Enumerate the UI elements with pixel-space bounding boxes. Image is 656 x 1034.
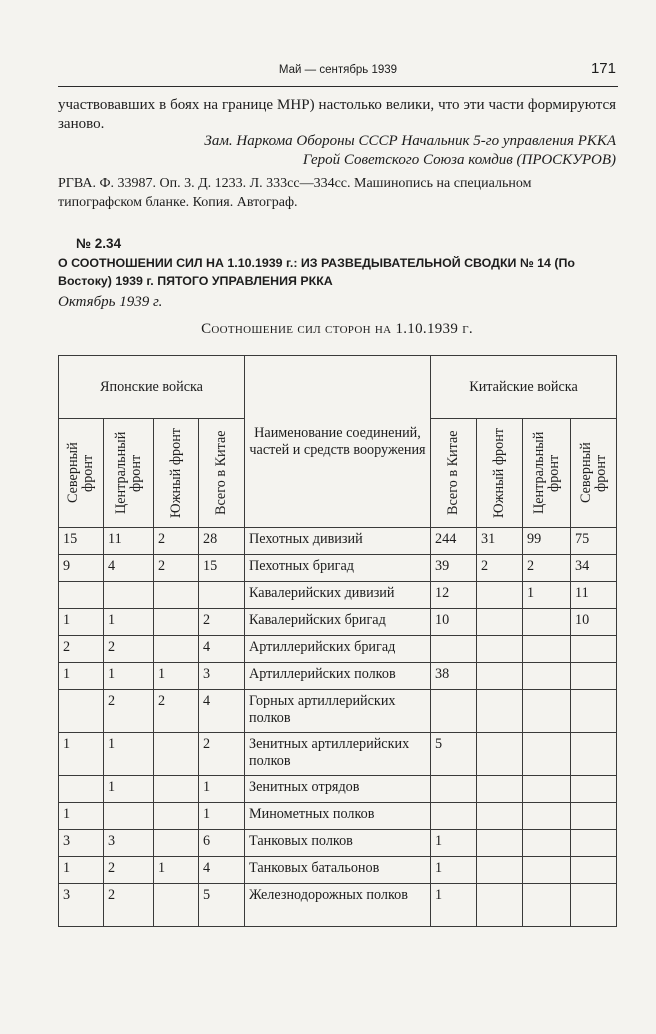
japanese-value-cell: 1 — [59, 733, 104, 776]
chinese-value-cell: 34 — [571, 555, 617, 582]
table-row — [59, 663, 617, 690]
chinese-value-cell: 1 — [523, 582, 571, 609]
japanese-value-cell — [154, 609, 199, 636]
japanese-group-header: Японские войска — [59, 356, 245, 419]
japanese-value-cell: 28 — [199, 528, 245, 555]
japanese-value-cell: 1 — [154, 663, 199, 690]
item-name-header: Наименование соединений, частей и средств вооружения — [245, 356, 431, 528]
item-name-cell: Танковых полков — [245, 830, 431, 857]
chinese-value-cell — [477, 663, 523, 690]
table-row — [59, 776, 617, 803]
japanese-value-cell: 1 — [104, 663, 154, 690]
chinese-value-cell — [571, 636, 617, 663]
japanese-value-cell — [154, 803, 199, 830]
japanese-value-cell — [104, 803, 154, 830]
table-row — [59, 555, 617, 582]
chinese-value-cell: 31 — [477, 528, 523, 555]
japanese-value-cell — [154, 636, 199, 663]
table-row — [59, 857, 617, 884]
column-header: Южный фронт — [154, 419, 199, 528]
chinese-value-cell — [477, 830, 523, 857]
chinese-value-cell — [523, 609, 571, 636]
japanese-value-cell: 1 — [59, 803, 104, 830]
japanese-value-cell: 2 — [199, 609, 245, 636]
table-row — [59, 690, 617, 733]
japanese-value-cell — [199, 582, 245, 609]
item-name-cell: Кавалерийских бригад — [245, 609, 431, 636]
japanese-value-cell: 2 — [154, 528, 199, 555]
chinese-value-cell — [477, 690, 523, 733]
chinese-value-cell — [477, 733, 523, 776]
japanese-value-cell — [154, 830, 199, 857]
chinese-value-cell — [477, 884, 523, 927]
japanese-value-cell: 2 — [199, 733, 245, 776]
chinese-value-cell: 39 — [431, 555, 477, 582]
japanese-value-cell: 2 — [104, 690, 154, 733]
item-name-cell: Минометных полков — [245, 803, 431, 830]
item-name-cell: Кавалерийских дивизий — [245, 582, 431, 609]
chinese-value-cell — [523, 830, 571, 857]
chinese-value-cell — [523, 663, 571, 690]
table-row — [59, 830, 617, 857]
japanese-value-cell: 2 — [154, 690, 199, 733]
document-heading: О СООТНОШЕНИИ СИЛ НА 1.10.1939 г.: ИЗ РАЗВЕДЫВАТЕЛЬНОЙ СВОДКИ № 14 (По Востоку) 1939 г. ПЯТОГО УПРАВЛЕНИЯ РККА — [58, 256, 575, 288]
item-name-cell: Артиллерийских бригад — [245, 636, 431, 663]
japanese-value-cell: 3 — [59, 830, 104, 857]
chinese-value-cell — [523, 776, 571, 803]
chinese-value-cell — [477, 776, 523, 803]
table-row — [59, 582, 617, 609]
japanese-value-cell — [154, 884, 199, 927]
japanese-value-cell: 4 — [199, 857, 245, 884]
chinese-group-header: Китайские войска — [431, 356, 617, 419]
chinese-value-cell — [571, 733, 617, 776]
japanese-value-cell: 15 — [59, 528, 104, 555]
column-header: Центральный фронт — [523, 419, 571, 528]
chinese-value-cell: 12 — [431, 582, 477, 609]
chinese-value-cell — [571, 663, 617, 690]
japanese-value-cell — [59, 776, 104, 803]
running-head — [58, 58, 618, 87]
chinese-value-cell — [477, 582, 523, 609]
chinese-value-cell — [523, 733, 571, 776]
item-name-cell: Артиллерийских полков — [245, 663, 431, 690]
japanese-value-cell: 1 — [59, 609, 104, 636]
document-number: № 2.34 — [76, 236, 122, 251]
japanese-value-cell: 2 — [104, 884, 154, 927]
chinese-value-cell — [477, 636, 523, 663]
chinese-value-cell — [571, 690, 617, 733]
item-name-cell: Пехотных бригад — [245, 555, 431, 582]
japanese-value-cell: 9 — [59, 555, 104, 582]
chinese-value-cell: 2 — [477, 555, 523, 582]
japanese-value-cell: 4 — [104, 555, 154, 582]
japanese-value-cell: 1 — [59, 857, 104, 884]
table-row — [59, 609, 617, 636]
japanese-value-cell — [59, 690, 104, 733]
chinese-value-cell — [431, 776, 477, 803]
japanese-value-cell: 2 — [59, 636, 104, 663]
chinese-value-cell — [523, 857, 571, 884]
japanese-value-cell: 2 — [154, 555, 199, 582]
table-row — [59, 733, 617, 776]
item-name-cell: Зенитных отрядов — [245, 776, 431, 803]
chinese-value-cell: 99 — [523, 528, 571, 555]
running-head-title: Май — сентябрь 1939 — [278, 64, 398, 76]
item-name-cell: Зенитных артиллерийских полков — [245, 733, 431, 776]
column-header: Всего в Китае — [199, 419, 245, 528]
table-row — [59, 528, 617, 555]
column-header: Северный фронт — [59, 419, 104, 528]
chinese-value-cell — [571, 776, 617, 803]
chinese-value-cell — [571, 803, 617, 830]
chinese-value-cell — [523, 803, 571, 830]
signature-line-2: Герой Советского Союза комдив (ПРОСКУРОВ) — [302, 152, 616, 168]
japanese-value-cell: 11 — [104, 528, 154, 555]
japanese-value-cell: 4 — [199, 690, 245, 733]
chinese-value-cell: 11 — [571, 582, 617, 609]
chinese-value-cell — [477, 803, 523, 830]
item-name-cell: Танковых батальонов — [245, 857, 431, 884]
page-number: 171 — [590, 60, 616, 77]
forces-table — [58, 355, 617, 927]
chinese-value-cell: 1 — [431, 884, 477, 927]
chinese-value-cell: 75 — [571, 528, 617, 555]
japanese-value-cell: 6 — [199, 830, 245, 857]
table-title: Соотношение сил сторон на 1.10.1939 г. — [201, 321, 473, 337]
japanese-value-cell: 2 — [104, 857, 154, 884]
table-body — [59, 528, 617, 927]
chinese-value-cell — [523, 690, 571, 733]
column-header: Южный фронт — [477, 419, 523, 528]
chinese-value-cell — [431, 636, 477, 663]
chinese-value-cell — [523, 636, 571, 663]
table-row — [59, 636, 617, 663]
chinese-value-cell: 10 — [431, 609, 477, 636]
japanese-value-cell — [154, 776, 199, 803]
document-date: Октябрь 1939 г. — [58, 294, 163, 310]
japanese-value-cell: 2 — [104, 636, 154, 663]
item-name-cell: Железнодорожных полков — [245, 884, 431, 927]
japanese-value-cell: 4 — [199, 636, 245, 663]
japanese-value-cell: 1 — [199, 776, 245, 803]
japanese-value-cell: 1 — [154, 857, 199, 884]
chinese-value-cell — [431, 690, 477, 733]
chinese-value-cell: 10 — [571, 609, 617, 636]
japanese-value-cell — [154, 733, 199, 776]
chinese-value-cell: 38 — [431, 663, 477, 690]
table-row — [59, 803, 617, 830]
japanese-value-cell: 1 — [59, 663, 104, 690]
japanese-value-cell: 3 — [199, 663, 245, 690]
item-name-cell: Пехотных дивизий — [245, 528, 431, 555]
japanese-value-cell — [104, 582, 154, 609]
chinese-value-cell: 2 — [523, 555, 571, 582]
chinese-value-cell — [571, 830, 617, 857]
japanese-value-cell: 1 — [104, 609, 154, 636]
continued-paragraph: участвовавших в боях на границе МНР) настолько велики, что эти части формируются заново. — [58, 97, 616, 132]
column-header: Северный фронт — [571, 419, 617, 528]
chinese-value-cell — [571, 857, 617, 884]
archive-source-note: РГВА. Ф. 33987. Оп. 3. Д. 1233. Л. 333сс—334сс. Машинопись на специальном типографском бланке. Копия. Автограф. — [58, 176, 532, 210]
chinese-value-cell: 1 — [431, 857, 477, 884]
signature-block — [58, 132, 616, 170]
japanese-value-cell: 15 — [199, 555, 245, 582]
japanese-value-cell — [154, 582, 199, 609]
japanese-value-cell: 5 — [199, 884, 245, 927]
item-name-cell: Горных артиллерийских полков — [245, 690, 431, 733]
chinese-value-cell — [523, 884, 571, 927]
signature-line-1: Зам. Наркома Обороны СССР Начальник 5-го управления РККА — [204, 133, 616, 149]
japanese-value-cell: 1 — [104, 733, 154, 776]
japanese-value-cell: 1 — [199, 803, 245, 830]
japanese-value-cell — [59, 582, 104, 609]
japanese-value-cell: 3 — [104, 830, 154, 857]
chinese-value-cell — [477, 609, 523, 636]
chinese-value-cell: 1 — [431, 830, 477, 857]
chinese-value-cell — [431, 803, 477, 830]
chinese-value-cell: 244 — [431, 528, 477, 555]
column-header: Центральный фронт — [104, 419, 154, 528]
column-header: Всего в Китае — [431, 419, 477, 528]
japanese-value-cell: 3 — [59, 884, 104, 927]
chinese-value-cell — [477, 857, 523, 884]
chinese-value-cell — [571, 884, 617, 927]
table-row — [59, 884, 617, 927]
chinese-value-cell: 5 — [431, 733, 477, 776]
japanese-value-cell: 1 — [104, 776, 154, 803]
